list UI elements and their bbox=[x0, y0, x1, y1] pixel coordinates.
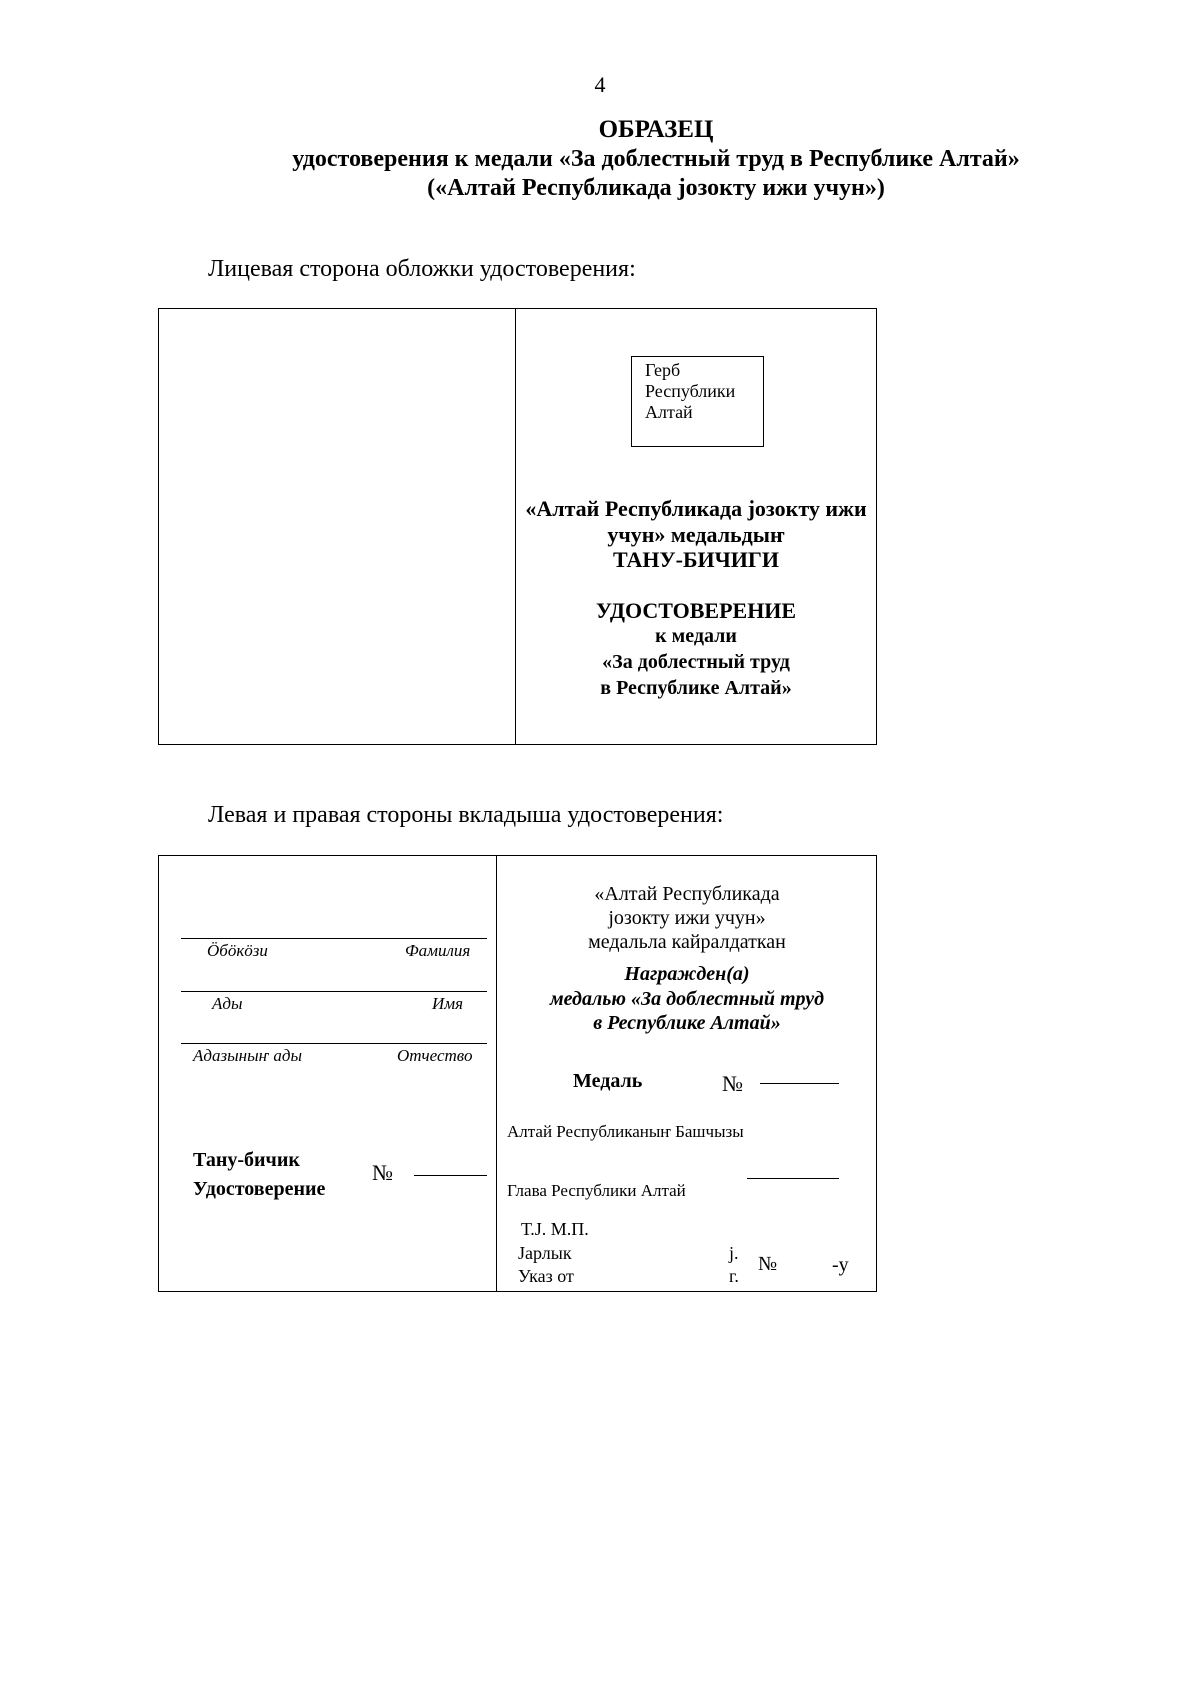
cert-number-sign: № bbox=[372, 1160, 393, 1185]
cert-number-line bbox=[414, 1175, 487, 1176]
page-number: 4 bbox=[594, 72, 606, 97]
cover-ru-line-3: «За доблестный труд bbox=[602, 651, 790, 673]
awarded-line-1: Награжден(а) bbox=[624, 963, 750, 985]
cover-ru-line-1: УДОСТОВЕРЕНИЕ bbox=[595, 598, 797, 623]
insert-altai-line-2: јозокту ижи учун» bbox=[608, 907, 766, 929]
surname-label-ru: Фамилия bbox=[405, 941, 471, 960]
emblem-line-2: Республики bbox=[645, 381, 736, 401]
name-label-altai: Ады bbox=[212, 994, 243, 1013]
cert-label-altai: Тану-бичик bbox=[193, 1149, 300, 1171]
stamp-label: Т.Ј. М.П. bbox=[521, 1219, 589, 1239]
insert-altai-line-3: медальла кайралдаткан bbox=[588, 931, 786, 953]
emblem-line-1: Герб bbox=[645, 360, 681, 380]
insert-altai-line-1: «Алтай Республикада bbox=[594, 883, 780, 905]
awarded-line-3: в Республике Алтай» bbox=[593, 1012, 781, 1034]
head-title-ru: Глава Республики Алтай bbox=[507, 1181, 686, 1200]
cover-altai-line-1: «Алтай Республикада јозокту ижи bbox=[525, 496, 867, 521]
cover-section-label: Лицевая сторона обложки удостоверения: bbox=[208, 256, 636, 282]
surname-line bbox=[181, 938, 487, 939]
name-line bbox=[181, 991, 487, 992]
medal-number-sign: № bbox=[722, 1071, 743, 1096]
emblem-line-3: Алтай bbox=[645, 402, 693, 422]
surname-label-altai: Ӧбӧкӧзи bbox=[207, 941, 268, 960]
medal-label: Медаль bbox=[573, 1070, 643, 1092]
medal-number-line bbox=[760, 1083, 839, 1084]
doc-subtitle: удостоверения к медали «За доблестный труд в Республике Алтай» bbox=[292, 146, 1020, 172]
decree-label-altai: Јарлык bbox=[518, 1243, 572, 1263]
emblem-caption bbox=[645, 360, 735, 423]
awarded-line-2: медалью «За доблестный труд bbox=[549, 988, 825, 1010]
cover-ru-line-4: в Республике Алтай» bbox=[600, 677, 792, 699]
patronymic-label-altai: Адазыныҥ ады bbox=[193, 1046, 303, 1065]
patronymic-line bbox=[181, 1043, 487, 1044]
name-label-ru: Имя bbox=[432, 994, 464, 1013]
decree-label-ru: Указ от bbox=[518, 1266, 574, 1286]
decree-number-sign: № bbox=[758, 1253, 778, 1275]
doc-subtitle-altai: («Алтай Республикада јозокту ижи учун») bbox=[427, 175, 885, 201]
signature-line bbox=[747, 1178, 839, 1179]
head-title-altai: Алтай Республиканыҥ Башчызы bbox=[507, 1122, 744, 1141]
year-label-altai: ј. bbox=[729, 1243, 739, 1263]
cert-label-ru: Удостоверение bbox=[193, 1178, 326, 1200]
cover-altai-line-2: учун» медальдыҥ bbox=[607, 522, 785, 547]
insert-section-label: Левая и правая стороны вкладыша удостоверения: bbox=[208, 802, 724, 828]
patronymic-label-ru: Отчество bbox=[397, 1046, 473, 1065]
cover-ru-line-2: к медали bbox=[655, 625, 737, 647]
cover-altai-line-3: ТАНУ-БИЧИГИ bbox=[612, 547, 780, 572]
decree-number-suffix: -у bbox=[832, 1254, 849, 1276]
doc-title: ОБРАЗЕЦ bbox=[598, 116, 714, 143]
year-label-ru: г. bbox=[729, 1266, 739, 1286]
